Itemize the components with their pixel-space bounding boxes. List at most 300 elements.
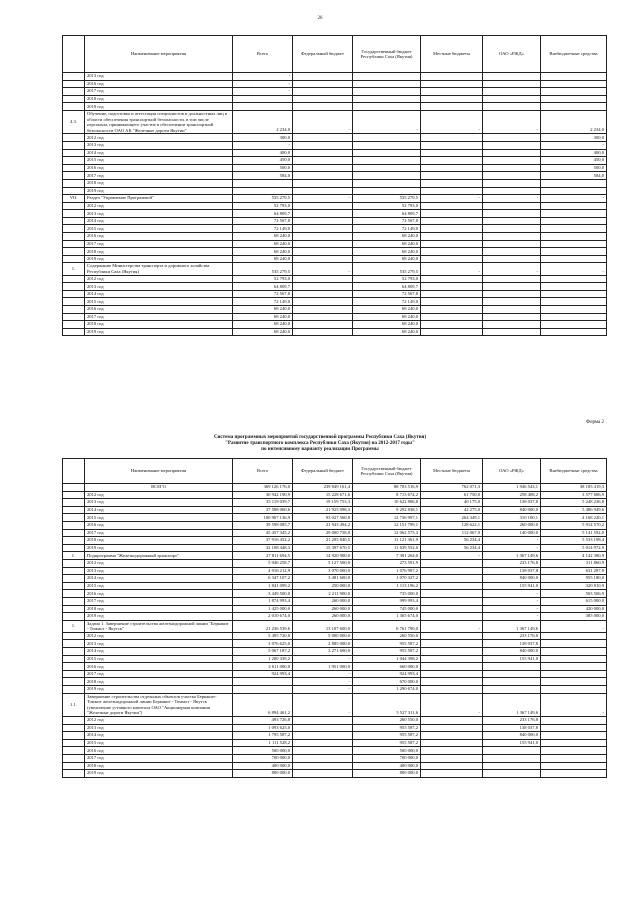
cell-rzd: 1 367 149,6 bbox=[483, 552, 541, 560]
row-name: 2016 год bbox=[85, 663, 233, 671]
row-name: 2018 год bbox=[85, 321, 233, 329]
cell-federal bbox=[293, 717, 353, 725]
row-name: 2018 год bbox=[85, 605, 233, 613]
cell-federal: 260 000,0 bbox=[293, 597, 353, 605]
cell-local bbox=[421, 103, 483, 111]
cell-extra: - bbox=[541, 620, 607, 632]
cell-extra bbox=[541, 187, 607, 195]
cell-total: 27 811 694,5 bbox=[233, 552, 293, 560]
table-row bbox=[63, 80, 607, 88]
cell-total: 1 111 528,2 bbox=[233, 739, 293, 747]
cell-rzd bbox=[483, 298, 541, 306]
cell-total: 924 993,4 bbox=[233, 670, 293, 678]
cell-total: 35 119 039,7 bbox=[233, 499, 293, 507]
cell-local bbox=[421, 648, 483, 656]
cell-federal bbox=[293, 724, 353, 732]
table-row bbox=[63, 632, 607, 640]
cell-federal bbox=[293, 149, 353, 157]
cell-extra bbox=[541, 632, 607, 640]
table-row bbox=[63, 195, 607, 203]
table-row bbox=[63, 597, 607, 605]
table-row bbox=[63, 484, 607, 492]
cell-federal bbox=[293, 80, 353, 88]
cell-federal bbox=[293, 134, 353, 142]
row-name: 2012 год bbox=[85, 632, 233, 640]
cell-federal bbox=[293, 328, 353, 336]
row-number bbox=[63, 275, 85, 283]
row-name: 2017 год bbox=[85, 240, 233, 248]
cell-total: 37 916 452,2 bbox=[233, 537, 293, 545]
row-number: 1. bbox=[63, 620, 85, 632]
cell-rzd bbox=[483, 202, 541, 210]
cell-local bbox=[421, 663, 483, 671]
table-row bbox=[63, 134, 607, 142]
table-row bbox=[63, 172, 607, 180]
cell-total bbox=[233, 678, 293, 686]
table-row bbox=[63, 590, 607, 598]
cell-rzd: 1 367 149,6 bbox=[483, 620, 541, 632]
cell-local bbox=[421, 678, 483, 686]
cell-republic: 660 000,0 bbox=[353, 663, 421, 671]
cell-republic: 68 240,0 bbox=[353, 306, 421, 314]
table-row bbox=[63, 670, 607, 678]
cell-republic: 260 550,0 bbox=[353, 717, 421, 725]
cell-republic: 400 000,0 bbox=[353, 762, 421, 770]
row-name: 2019 год bbox=[85, 686, 233, 694]
cell-extra bbox=[541, 686, 607, 694]
row-number bbox=[63, 328, 85, 336]
cell-federal bbox=[293, 179, 353, 187]
cell-federal: - bbox=[293, 195, 353, 203]
cell-extra: 320 810,9 bbox=[541, 582, 607, 590]
cell-local bbox=[421, 202, 483, 210]
cell-extra: 955 180,0 bbox=[541, 575, 607, 583]
row-name: 2016 год bbox=[85, 747, 233, 755]
cell-extra bbox=[541, 217, 607, 225]
cell-republic: 955 587,2 bbox=[353, 724, 421, 732]
cell-federal: 93 027 560,8 bbox=[293, 514, 353, 522]
cell-total: 300,0 bbox=[233, 134, 293, 142]
cell-local bbox=[421, 575, 483, 583]
cell-extra bbox=[541, 306, 607, 314]
row-name: 2019 год bbox=[85, 103, 233, 111]
row-name: 2014 год bbox=[85, 648, 233, 656]
cell-republic: 72 567,8 bbox=[353, 290, 421, 298]
row-name: 2013 год bbox=[85, 210, 233, 218]
cell-local: 762 071,3 bbox=[421, 484, 483, 492]
cell-federal bbox=[293, 321, 353, 329]
cell-extra bbox=[541, 321, 607, 329]
cell-rzd: 840 000,0 bbox=[483, 732, 541, 740]
header-federal: Федеральный бюджет bbox=[293, 36, 353, 73]
cell-rzd bbox=[483, 306, 541, 314]
table-row bbox=[63, 537, 607, 545]
cell-rzd bbox=[483, 670, 541, 678]
cell-total: 5 946 258,7 bbox=[233, 559, 293, 567]
cell-republic bbox=[353, 95, 421, 103]
cell-federal: 15 228 671,6 bbox=[293, 491, 353, 499]
cell-total: 1 425 000,0 bbox=[233, 605, 293, 613]
cell-federal bbox=[293, 187, 353, 195]
cell-republic: 1 070 327,2 bbox=[353, 575, 421, 583]
header-rzd: ОАО «РЖД» bbox=[483, 36, 541, 73]
cell-local bbox=[421, 328, 483, 336]
cell-republic: 955 587,2 bbox=[353, 640, 421, 648]
cell-total: 535 279,5 bbox=[233, 195, 293, 203]
cell-federal: 15 397 670,5 bbox=[293, 544, 353, 552]
cell-extra bbox=[541, 290, 607, 298]
cell-federal bbox=[293, 172, 353, 180]
cell-republic bbox=[353, 172, 421, 180]
cell-total: 3 449 500,0 bbox=[233, 590, 293, 598]
header-number bbox=[63, 36, 85, 73]
table-row bbox=[63, 686, 607, 694]
cell-republic: 68 240,0 bbox=[353, 321, 421, 329]
row-number bbox=[63, 484, 85, 492]
cell-rzd bbox=[483, 255, 541, 263]
cell-total: - bbox=[233, 88, 293, 96]
cell-republic: 72 567,8 bbox=[353, 217, 421, 225]
cell-local bbox=[421, 255, 483, 263]
cell-federal: 260 000,0 bbox=[293, 605, 353, 613]
row-name: 2013 год bbox=[85, 73, 233, 81]
cell-federal bbox=[293, 732, 353, 740]
row-name: 2012 год bbox=[85, 202, 233, 210]
table-row bbox=[63, 732, 607, 740]
cell-rzd: - bbox=[483, 544, 541, 552]
cell-rzd: 155 941,0 bbox=[483, 739, 541, 747]
cell-federal bbox=[293, 770, 353, 778]
cell-local bbox=[421, 313, 483, 321]
table-row bbox=[63, 95, 607, 103]
cell-local bbox=[421, 597, 483, 605]
header-number bbox=[63, 459, 85, 484]
cell-total: 400 000,0 bbox=[233, 762, 293, 770]
cell-extra: 5 248 236,8 bbox=[541, 499, 607, 507]
cell-total: 100 907 136,9 bbox=[233, 514, 293, 522]
cell-total: 2 234,0 bbox=[233, 110, 293, 133]
table-row bbox=[63, 655, 607, 663]
cell-republic bbox=[353, 164, 421, 172]
cell-local bbox=[421, 187, 483, 195]
row-number bbox=[63, 514, 85, 522]
cell-total: 45 457 345,2 bbox=[233, 529, 293, 537]
cell-extra: 38 185 419,3 bbox=[541, 484, 607, 492]
table-row bbox=[63, 248, 607, 256]
table-row bbox=[63, 240, 607, 248]
table-row bbox=[63, 225, 607, 233]
cell-rzd: - bbox=[483, 605, 541, 613]
cell-rzd bbox=[483, 754, 541, 762]
cell-federal bbox=[293, 164, 353, 172]
cell-rzd: 138 037,8 bbox=[483, 499, 541, 507]
row-number bbox=[63, 544, 85, 552]
cell-rzd bbox=[483, 149, 541, 157]
table-row bbox=[63, 770, 607, 778]
row-name: 2017 год bbox=[85, 529, 233, 537]
cell-local bbox=[421, 306, 483, 314]
cell-republic: 72 149,0 bbox=[353, 298, 421, 306]
cell-extra: 2 234,0 bbox=[541, 110, 607, 133]
table-row bbox=[63, 514, 607, 522]
cell-federal: - bbox=[293, 686, 353, 694]
row-name: 2017 год bbox=[85, 88, 233, 96]
row-number bbox=[63, 770, 85, 778]
row-number bbox=[63, 724, 85, 732]
cell-local bbox=[421, 686, 483, 694]
row-name: 2018 год bbox=[85, 179, 233, 187]
cell-federal bbox=[293, 233, 353, 241]
cell-local: 128 622,1 bbox=[421, 521, 483, 529]
cell-local: - bbox=[421, 263, 483, 275]
table-row bbox=[63, 754, 607, 762]
cell-total: 369 126 176,0 bbox=[233, 484, 293, 492]
cell-rzd bbox=[483, 210, 541, 218]
cell-extra bbox=[541, 225, 607, 233]
cell-federal bbox=[293, 217, 353, 225]
cell-total: 493 726,8 bbox=[233, 717, 293, 725]
cell-republic: 1 044 398,2 bbox=[353, 655, 421, 663]
cell-local bbox=[421, 134, 483, 142]
cell-total bbox=[233, 179, 293, 187]
cell-rzd bbox=[483, 217, 541, 225]
cell-federal: 13 107 600,0 bbox=[293, 620, 353, 632]
title-line: по интенсивному варианту реализации Программы bbox=[261, 447, 379, 452]
cell-federal bbox=[293, 210, 353, 218]
cell-local bbox=[421, 95, 483, 103]
cell-federal: 14 920 900,0 bbox=[293, 552, 353, 560]
cell-republic: 6 761 790,0 bbox=[353, 620, 421, 632]
cell-federal bbox=[293, 141, 353, 149]
cell-republic: 1 290 674,0 bbox=[353, 686, 421, 694]
row-name: 2012 год bbox=[85, 559, 233, 567]
cell-extra bbox=[541, 747, 607, 755]
cell-federal: 2 885 000,0 bbox=[293, 640, 353, 648]
cell-extra bbox=[541, 248, 607, 256]
cell-rzd: 233 176,8 bbox=[483, 717, 541, 725]
cell-republic: 1 365 674,0 bbox=[353, 613, 421, 621]
cell-total: 68 240,0 bbox=[233, 248, 293, 256]
cell-extra: 400,0 bbox=[541, 149, 607, 157]
cell-republic: 955 587,2 bbox=[353, 648, 421, 656]
cell-local bbox=[421, 670, 483, 678]
table-row bbox=[63, 290, 607, 298]
cell-local bbox=[421, 73, 483, 81]
cell-extra: 385 000,0 bbox=[541, 613, 607, 621]
cell-republic: 68 240,0 bbox=[353, 328, 421, 336]
cell-total bbox=[233, 686, 293, 694]
header-federal: Федеральный бюджет bbox=[293, 459, 353, 484]
cell-federal: - bbox=[293, 670, 353, 678]
cell-rzd: - bbox=[483, 195, 541, 203]
row-number bbox=[63, 567, 85, 575]
cell-federal: 21 205 840,5 bbox=[293, 537, 353, 545]
table-row bbox=[63, 620, 607, 632]
row-number bbox=[63, 134, 85, 142]
cell-rzd bbox=[483, 313, 541, 321]
cell-federal bbox=[293, 306, 353, 314]
cell-total: 400,0 bbox=[233, 149, 293, 157]
row-name: 2015 год bbox=[85, 514, 233, 522]
cell-rzd: - bbox=[483, 537, 541, 545]
row-name: 2018 год bbox=[85, 95, 233, 103]
cell-local bbox=[421, 732, 483, 740]
cell-rzd bbox=[483, 88, 541, 96]
row-name: Раздел "Управление Программой" bbox=[85, 195, 233, 203]
cell-rzd bbox=[483, 141, 541, 149]
cell-rzd bbox=[483, 134, 541, 142]
cell-rzd: 840 000,0 bbox=[483, 648, 541, 656]
cell-total: 1 874 993,4 bbox=[233, 597, 293, 605]
cell-rzd bbox=[483, 240, 541, 248]
cell-local bbox=[421, 559, 483, 567]
cell-local bbox=[421, 88, 483, 96]
cell-federal: 5 000 000,0 bbox=[293, 632, 353, 640]
row-name: Задача 1. Завершение строительства железнодорожной линии "Беркакит - Томмот - Якутск" bbox=[85, 620, 233, 632]
cell-total: 2 611 000,0 bbox=[233, 663, 293, 671]
cell-federal bbox=[293, 157, 353, 165]
cell-rzd: - bbox=[483, 590, 541, 598]
header-rzd: ОАО «РЖД» bbox=[483, 459, 541, 484]
cell-rzd bbox=[483, 248, 541, 256]
cell-extra: - bbox=[541, 141, 607, 149]
cell-extra: 3 577 686,9 bbox=[541, 491, 607, 499]
row-name: 2017 год bbox=[85, 597, 233, 605]
header-republic: Государственный бюджет Республики Саха (Якутия) bbox=[353, 459, 421, 484]
cell-republic bbox=[353, 187, 421, 195]
cell-republic bbox=[353, 73, 421, 81]
cell-republic bbox=[353, 134, 421, 142]
cell-extra bbox=[541, 678, 607, 686]
cell-rzd bbox=[483, 762, 541, 770]
row-number bbox=[63, 559, 85, 567]
cell-rzd: 138 037,8 bbox=[483, 567, 541, 575]
cell-republic: 68 240,0 bbox=[353, 233, 421, 241]
cell-total: - bbox=[233, 141, 293, 149]
cell-federal bbox=[293, 225, 353, 233]
table-row bbox=[63, 663, 607, 671]
table-row bbox=[63, 640, 607, 648]
row-number: 1. bbox=[63, 263, 85, 275]
cell-republic: 68 240,0 bbox=[353, 240, 421, 248]
cell-federal: 3 070 000,0 bbox=[293, 567, 353, 575]
table-row bbox=[63, 724, 607, 732]
cell-local: 42 275,0 bbox=[421, 506, 483, 514]
row-name: 2016 год bbox=[85, 521, 233, 529]
header-extra: Внебюджетные средства bbox=[541, 36, 607, 73]
cell-rzd bbox=[483, 328, 541, 336]
row-number bbox=[63, 575, 85, 583]
table-row bbox=[63, 491, 607, 499]
cell-republic: 955 587,2 bbox=[353, 739, 421, 747]
cell-republic bbox=[353, 80, 421, 88]
cell-rzd: 140 000,0 bbox=[483, 529, 541, 537]
cell-total: - bbox=[233, 80, 293, 88]
table-row bbox=[63, 747, 607, 755]
cell-total: 68 240,0 bbox=[233, 321, 293, 329]
cell-local bbox=[421, 582, 483, 590]
cell-republic: 735 000,0 bbox=[353, 590, 421, 598]
cell-federal: - bbox=[293, 655, 353, 663]
row-name: 2016 год bbox=[85, 80, 233, 88]
cell-rzd bbox=[483, 80, 541, 88]
cell-republic bbox=[353, 88, 421, 96]
cell-extra: 503 506,9 bbox=[541, 590, 607, 598]
table-row bbox=[63, 648, 607, 656]
cell-local bbox=[421, 217, 483, 225]
cell-rzd: - bbox=[483, 263, 541, 275]
row-number bbox=[63, 686, 85, 694]
cell-total: 584,0 bbox=[233, 172, 293, 180]
cell-republic: 68 240,0 bbox=[353, 313, 421, 321]
table-row bbox=[63, 521, 607, 529]
cell-republic bbox=[353, 103, 421, 111]
cell-local bbox=[421, 605, 483, 613]
cell-federal bbox=[293, 95, 353, 103]
row-name: 2012 год bbox=[85, 275, 233, 283]
table-row bbox=[63, 678, 607, 686]
row-number bbox=[63, 248, 85, 256]
cell-total: 30 942 190,9 bbox=[233, 491, 293, 499]
table-row bbox=[63, 298, 607, 306]
cell-total: 68 240,0 bbox=[233, 233, 293, 241]
cell-extra bbox=[541, 95, 607, 103]
cell-republic bbox=[353, 157, 421, 165]
row-number bbox=[63, 582, 85, 590]
row-name: 2014 год bbox=[85, 290, 233, 298]
cell-total: 1 200 339,2 bbox=[233, 655, 293, 663]
cell-local bbox=[421, 567, 483, 575]
document-title bbox=[0, 435, 640, 453]
cell-federal: - bbox=[293, 693, 353, 716]
row-name: 2015 год bbox=[85, 582, 233, 590]
page-number: 26 bbox=[317, 16, 323, 21]
table-row bbox=[63, 103, 607, 111]
cell-local: 56 234,4 bbox=[421, 544, 483, 552]
cell-rzd: 258 408,2 bbox=[483, 491, 541, 499]
cell-extra bbox=[541, 313, 607, 321]
cell-local bbox=[421, 747, 483, 755]
cell-extra bbox=[541, 640, 607, 648]
cell-federal bbox=[293, 762, 353, 770]
cell-federal bbox=[293, 298, 353, 306]
table-row bbox=[63, 739, 607, 747]
cell-federal bbox=[293, 103, 353, 111]
row-number bbox=[63, 179, 85, 187]
table-row bbox=[63, 575, 607, 583]
table-row bbox=[63, 283, 607, 291]
table-row bbox=[63, 582, 607, 590]
row-number bbox=[63, 298, 85, 306]
row-number bbox=[63, 187, 85, 195]
cell-republic: 535 279,5 bbox=[353, 195, 421, 203]
row-name: 2014 год bbox=[85, 149, 233, 157]
row-name: 2017 год bbox=[85, 172, 233, 180]
row-name: 2016 год bbox=[85, 306, 233, 314]
table-row bbox=[63, 255, 607, 263]
table-row bbox=[63, 605, 607, 613]
cell-federal bbox=[293, 73, 353, 81]
cell-rzd bbox=[483, 187, 541, 195]
cell-federal: 3 271 600,0 bbox=[293, 648, 353, 656]
row-number: 1.1. bbox=[63, 693, 85, 716]
cell-local bbox=[421, 590, 483, 598]
row-name: 2019 год bbox=[85, 613, 233, 621]
cell-rzd: - bbox=[483, 613, 541, 621]
cell-extra bbox=[541, 80, 607, 88]
cell-extra: 4 142 380,9 bbox=[541, 552, 607, 560]
row-number bbox=[63, 655, 85, 663]
